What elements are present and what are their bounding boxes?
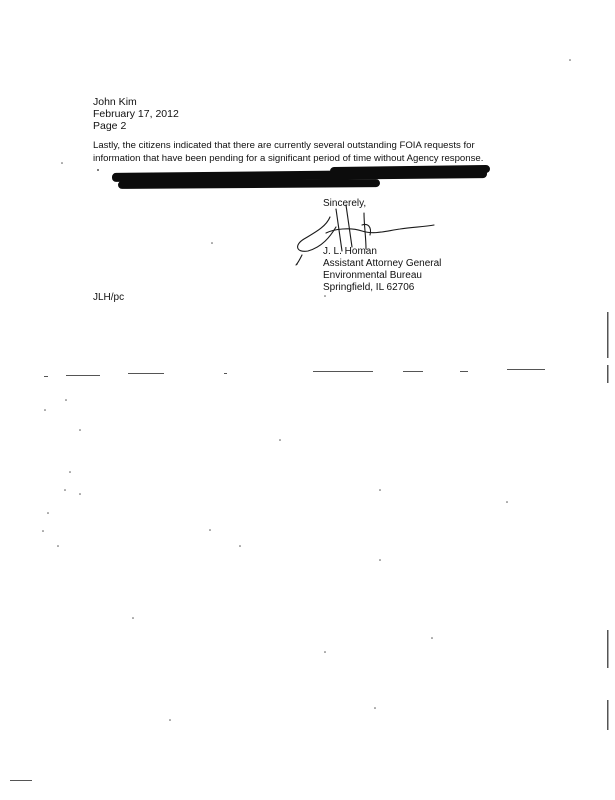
body-line: Lastly, the citizens indicated that there are currently several outstanding FOIA requests for [93, 140, 475, 151]
page-number: Page 2 [93, 120, 127, 132]
letter-date: February 17, 2012 [93, 108, 179, 120]
signer-city: Springfield, IL 62706 [323, 282, 415, 293]
typist-initials: JLH/pc [93, 292, 125, 303]
body-paragraph [93, 140, 523, 165]
signer-bureau: Environmental Bureau [323, 270, 422, 281]
signer-title: Assistant Attorney General [323, 258, 442, 269]
body-line: information that have been pending for a significant period of time without Agency response. [93, 152, 484, 164]
signer-name: J. L. Homan [323, 246, 377, 257]
recipient-name: John Kim [93, 96, 137, 108]
closing-salutation: Sincerely, [323, 198, 367, 209]
